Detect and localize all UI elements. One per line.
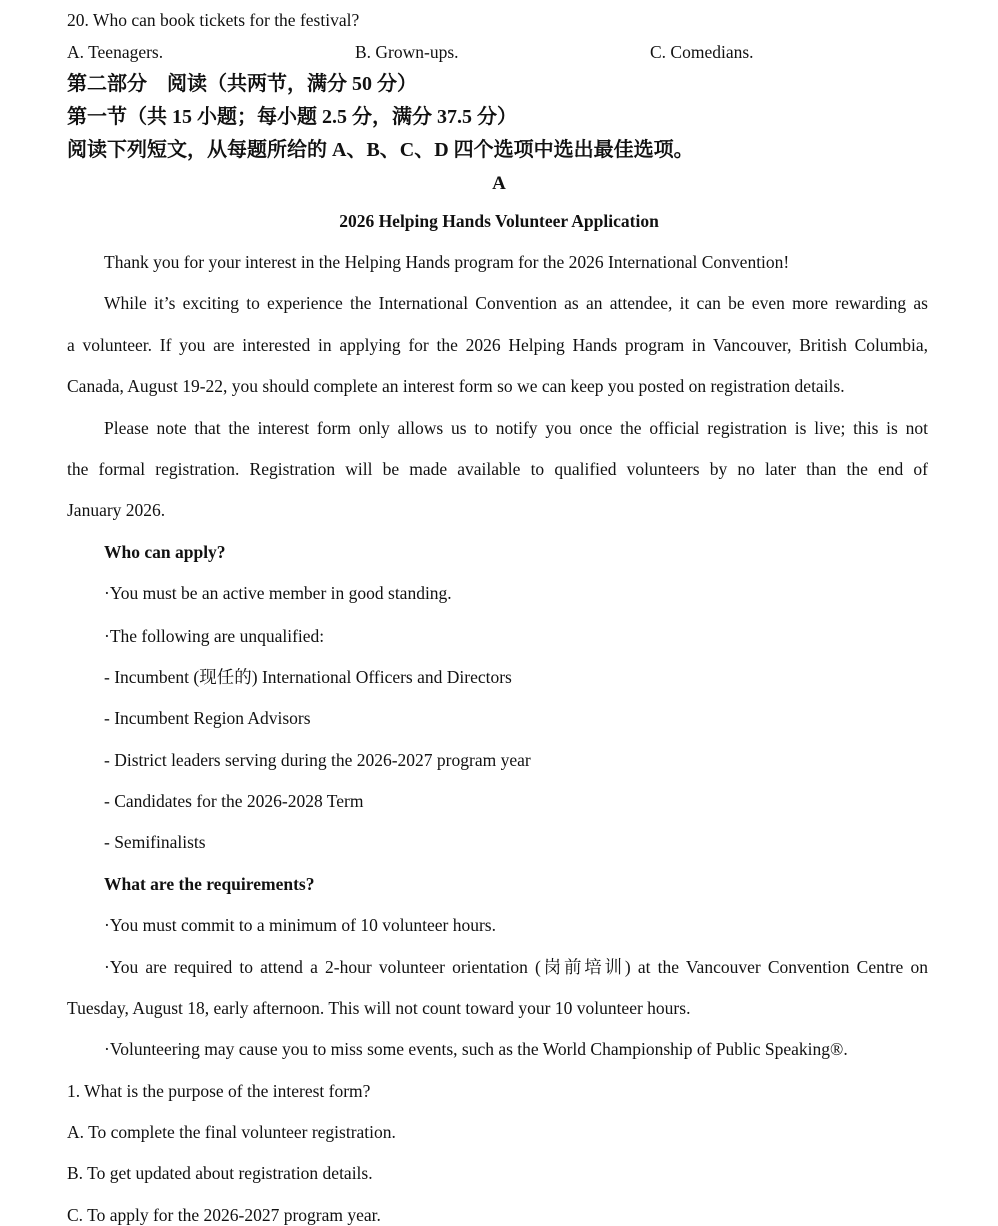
passage-paragraph-3-line-1: Please note that the interest form only allows us to notify you once the official registration is live; this is not: [104, 418, 928, 438]
passage-paragraph-3-line-3: January 2026.: [67, 500, 166, 520]
passage-paragraph-2-line-3: Canada, August 19-22, you should complete an interest form so we can keep you posted on registration details.: [67, 376, 845, 396]
who-item-2: ·The following are unqualified:: [104, 626, 325, 646]
q1-option-a: A. To complete the final volunteer registration.: [67, 1122, 396, 1142]
q20-option-a: A. Teenagers.: [67, 42, 164, 62]
requirement-item-1: ·You must commit to a minimum of 10 volunteer hours.: [104, 915, 496, 935]
who-item-5: - District leaders serving during the 2026-2027 program year: [104, 750, 531, 770]
passage-paragraph-1: Thank you for your interest in the Helping Hands program for the 2026 International Convention!: [104, 252, 790, 272]
passage-paragraph-3-line-2: the formal registration. Registration will be made available to qualified volunteers by no later than the end of: [67, 459, 928, 479]
q1-option-c: C. To apply for the 2026-2027 program year.: [67, 1205, 381, 1225]
q1-question: 1. What is the purpose of the interest form?: [67, 1081, 371, 1101]
q20-option-b: B. Grown-ups.: [355, 42, 459, 62]
passage-letter: A: [492, 173, 506, 194]
who-item-6: - Candidates for the 2026-2028 Term: [104, 791, 364, 811]
who-item-1: ·You must be an active member in good standing.: [104, 583, 452, 603]
requirement-item-3: ·Volunteering may cause you to miss some events, such as the World Championship of Public Speaking®.: [104, 1039, 848, 1059]
who-item-3: - Incumbent (现任的) International Officers and Directors: [104, 667, 512, 687]
requirement-item-2-line-1: ·You are required to attend a 2-hour volunteer orientation (岗前培训) at the Vancouver Convention Centre on: [104, 957, 928, 977]
who-item-4: - Incumbent Region Advisors: [104, 708, 311, 728]
section-heading-instructions: 阅读下列短文，从每题所给的 A、B、C、D 四个选项中选出最佳选项。: [67, 139, 694, 161]
passage-paragraph-2-line-2: a volunteer. If you are interested in applying for the 2026 Helping Hands program in Vancouver, British Columbia,: [67, 335, 928, 355]
passage-title: 2026 Helping Hands Volunteer Application: [339, 211, 659, 231]
section-heading-part2: 第二部分 阅读（共两节，满分 50 分）: [67, 73, 417, 95]
who-can-apply-heading: Who can apply?: [104, 542, 226, 562]
section-heading-section1: 第一节（共 15 小题；每小题 2.5 分，满分 37.5 分）: [67, 106, 517, 128]
who-item-7: - Semifinalists: [104, 832, 206, 852]
q1-option-b: B. To get updated about registration details.: [67, 1163, 373, 1183]
q20-option-c: C. Comedians.: [650, 42, 754, 62]
requirement-item-2-line-2: Tuesday, August 18, early afternoon. This will not count toward your 10 volunteer hours.: [67, 998, 691, 1018]
q20-question: 20. Who can book tickets for the festival?: [67, 10, 360, 30]
passage-paragraph-2-line-1: While it’s exciting to experience the International Convention as an attendee, it can be even more rewarding as: [104, 293, 928, 313]
requirements-heading: What are the requirements?: [104, 874, 315, 894]
